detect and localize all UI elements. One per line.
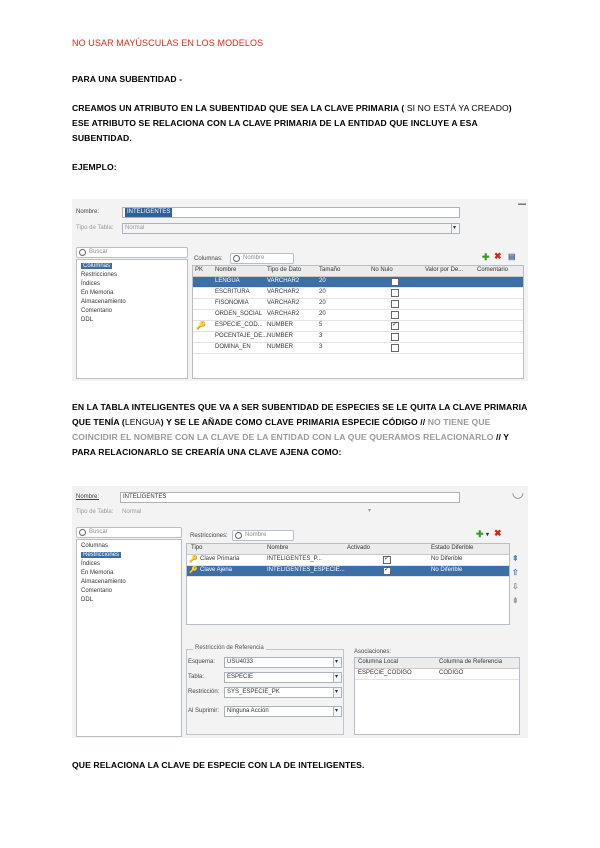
tree-item-ddl[interactable]: DDL [81, 597, 94, 603]
restriction-name: INTELIGENTES_P... [267, 556, 322, 562]
tree-search-input[interactable] [76, 247, 188, 258]
paragraph-primary-key-note: SI NO ESTÁ YA CREADO [406, 103, 509, 113]
notnull-checkbox[interactable] [391, 278, 399, 286]
primary-key-icon: 🔑 [196, 321, 206, 330]
table-type-value: Normal [125, 225, 145, 231]
column-size: 3 [319, 344, 323, 350]
tree-item-comment[interactable]: Comentario [81, 588, 113, 594]
col-header-enabled: Activado [347, 545, 371, 551]
paragraph-subentity-e: // Y PARA RELACIONARLO SE CREARÍA UNA CLAVE AJENA COMO: [72, 432, 509, 457]
on-delete-label: Al Suprimir: [188, 708, 220, 714]
collapse-icon[interactable]: ◡ [511, 486, 524, 500]
restrictions-grid-header [187, 544, 509, 555]
table-type-select[interactable] [122, 223, 460, 234]
name-label: Nombre: [76, 494, 100, 500]
add-column-icon[interactable]: ✚ [482, 252, 490, 262]
constraint-label: Restricción: [188, 689, 220, 695]
col-header-reference: Columna de Referencia [439, 659, 503, 665]
table-editor-columns-screenshot [72, 199, 528, 381]
col-header-pk: PK [195, 267, 204, 273]
column-name: FISONOMIA [215, 300, 249, 306]
table-row[interactable] [187, 566, 509, 577]
notnull-checkbox[interactable] [391, 344, 399, 352]
columns-label: Columnas: [194, 256, 223, 262]
table-label: Tabla: [188, 674, 205, 680]
col-header-name: Nombre [267, 545, 289, 551]
chevron-down-icon [333, 688, 341, 697]
notnull-checkbox[interactable] [391, 289, 399, 297]
column-type: NUMBER [267, 344, 294, 350]
tree-item-comment[interactable]: Comentario [81, 308, 113, 314]
tree-item-indexes[interactable]: Índices [81, 561, 101, 567]
columns-search-input[interactable] [230, 253, 294, 264]
associations-grid-header [355, 658, 519, 669]
chevron-down-icon [333, 707, 341, 716]
name-field[interactable] [120, 492, 460, 503]
schema-label: Esquema: [188, 659, 216, 665]
table-value: ESPECIE [227, 674, 254, 680]
table-row[interactable] [193, 299, 523, 310]
paragraph-subentity-a: EN LA TABLA INTELIGENTES QUE VA A SER SUBENTIDAD DE ESPECIES SE LE QUITA LA CLAVE PRIMARIA QUE TENÍA ( [72, 402, 528, 427]
move-bottom-icon[interactable]: ⇟ [512, 596, 519, 605]
table-row[interactable] [193, 343, 523, 354]
col-header-name: Nombre [215, 267, 237, 273]
warning-heading: NO USAR MAYÚSCULAS EN LOS MODELOS [72, 38, 264, 48]
schema-value: USU4033 [227, 659, 254, 665]
column-size: 20 [319, 278, 326, 284]
associations-grid [354, 657, 520, 735]
tree-item-indexes[interactable]: Índices [81, 281, 101, 287]
table-type-label: Tipo de Tabla: [76, 225, 114, 231]
search-icon [235, 532, 242, 539]
tree-item-ddl[interactable]: DDL [81, 317, 94, 323]
column-name: ORDEN_SOCIAL [215, 311, 263, 317]
name-value: INTELIGENTES [127, 209, 171, 215]
columns-grid [192, 265, 524, 379]
notnull-checkbox[interactable] [391, 333, 399, 341]
restrictions-search-input[interactable] [232, 530, 294, 541]
col-header-notnull: No Nulo [371, 267, 393, 273]
columns-search-placeholder: Nombre [243, 255, 265, 261]
navigation-tree [76, 539, 182, 737]
navigation-tree [76, 259, 188, 379]
column-size: 5 [319, 322, 323, 328]
example-label: EJEMPLO: [72, 162, 117, 172]
table-row[interactable] [193, 332, 523, 343]
add-restriction-icon[interactable]: ✚ [476, 529, 484, 539]
paragraph-subentity [72, 400, 528, 460]
name-value: INTELIGENTES [123, 494, 167, 500]
enabled-checkbox[interactable] [383, 556, 391, 564]
tree-item-restrictions[interactable]: Restricciones [81, 272, 118, 278]
primary-key-icon: 🔑 [189, 556, 198, 563]
restriction-type: Clave Primaria [200, 556, 240, 562]
move-up-icon[interactable]: ⇧ [512, 568, 519, 577]
table-row[interactable] [187, 555, 509, 566]
search-icon [233, 255, 240, 262]
paragraph-primary-key-c: ) ESE ATRIBUTO SE RELACIONA CON LA CLAVE PRIMARIA DE LA ENTIDAD QUE INCLUYE A ESA SUBENTIDAD. [72, 103, 512, 143]
col-header-type: Tipo [191, 545, 203, 551]
tree-item-columns[interactable]: Columnas [83, 263, 111, 269]
restriction-type: Clave Ajena [200, 567, 233, 573]
col-header-type: Tipo de Dato [267, 267, 302, 273]
col-header-size: Tamaño [319, 267, 341, 273]
search-icon [79, 529, 86, 536]
table-type-chevron-icon[interactable]: ▾ [368, 508, 372, 514]
column-name: POCENTAJE_DE... [215, 333, 268, 339]
col-header-comment: Comentario [477, 267, 509, 273]
column-name: ESCRITURA [215, 289, 250, 295]
column-name: ESPECIE_COD... [215, 322, 263, 328]
table-row[interactable] [193, 310, 523, 321]
delete-column-icon[interactable]: ✖ [494, 251, 502, 261]
tree-item-in-memory[interactable]: En Memoria [81, 570, 114, 576]
foreign-key-icon: 🔑 [189, 567, 198, 574]
tree-item-columns[interactable]: Columnas [81, 543, 109, 549]
delete-restriction-icon[interactable]: ✖ [494, 528, 502, 538]
move-top-icon[interactable]: ⇞ [512, 554, 519, 563]
tree-search-placeholder: Buscar [89, 249, 108, 255]
column-type: VARCHAR2 [267, 311, 300, 317]
chevron-down-icon [333, 658, 341, 667]
schema-select[interactable] [224, 657, 342, 668]
restriction-deferrable: No Diferible [431, 567, 463, 573]
table-row[interactable] [193, 288, 523, 299]
restrictions-label: Restricciones: [190, 533, 228, 539]
tree-item-in-memory[interactable]: En Memoria [81, 290, 114, 296]
collapse-icon[interactable]: ▔ [518, 205, 526, 216]
columns-grid-header [193, 266, 523, 277]
restrictions-grid [186, 543, 510, 625]
enabled-checkbox[interactable] [383, 567, 391, 575]
chevron-down-icon [333, 673, 341, 682]
association-local-column: ESPECIE_CODIGO [358, 670, 412, 676]
paragraph-subentity-note: NO TIENE QUE COINCIDIR EL NOMBRE CON LA CLAVE DE LA ENTIDAD CON LA QUE QUERAMOS RELACIONARLO [72, 417, 494, 442]
table-row[interactable] [193, 277, 523, 288]
tree-search-input[interactable] [76, 527, 182, 538]
paragraph-subentity-lengua: LENGUA [124, 417, 161, 427]
move-down-icon[interactable]: ⇩ [512, 582, 519, 591]
column-type: NUMBER [267, 322, 294, 328]
tree-item-storage[interactable]: Almacenamiento [81, 299, 126, 305]
table-type-label: Tipo de Tabla: [76, 509, 114, 515]
restriction-deferrable: No Diferible [431, 556, 463, 562]
conclusion-text: QUE RELACIONA LA CLAVE DE ESPECIE CON LA DE INTELIGENTES. [72, 760, 365, 770]
tree-item-storage[interactable]: Almacenamiento [81, 579, 126, 585]
col-header-deferrable: Estado Diferible [431, 545, 474, 551]
restrictions-search-placeholder: Nombre [245, 532, 267, 538]
on-delete-value: Ninguna Acción [227, 708, 269, 714]
column-type: VARCHAR2 [267, 278, 300, 284]
col-header-local: Columna Local [358, 659, 399, 665]
constraint-select[interactable] [224, 687, 342, 698]
tree-search-placeholder: Buscar [89, 529, 108, 535]
column-type: NUMBER [267, 333, 294, 339]
paragraph-primary-key [72, 101, 528, 146]
paragraph-primary-key-a: CREAMOS UN ATRIBUTO EN LA SUBENTIDAD QUE SEA LA CLAVE PRIMARIA ( [72, 103, 407, 113]
table-select[interactable] [224, 672, 342, 683]
column-size: 20 [319, 300, 326, 306]
add-dropdown-icon[interactable]: ▾ [486, 532, 490, 538]
constraint-value: SYS_ESPECIE_PK [227, 689, 280, 695]
reference-restriction-title: Restricción de Referencia [195, 645, 264, 651]
name-field[interactable] [122, 207, 460, 218]
notnull-checkbox[interactable] [391, 300, 399, 308]
table-row[interactable] [355, 669, 519, 680]
column-name: LENGUA [215, 278, 240, 284]
column-size: 20 [319, 289, 326, 295]
table-type-value: Normal [122, 509, 142, 515]
column-type: VARCHAR2 [267, 289, 300, 295]
notnull-checkbox[interactable] [391, 311, 399, 319]
on-delete-select[interactable] [224, 706, 342, 717]
column-size: 20 [319, 311, 326, 317]
association-reference-column: CODIGO [439, 670, 464, 676]
subentity-heading: PARA UNA SUBENTIDAD - [72, 74, 183, 84]
column-name: DOMINA_EN [215, 344, 251, 350]
name-label: Nombre: [76, 209, 100, 215]
column-type: VARCHAR2 [267, 300, 300, 306]
paragraph-subentity-c: ) Y SE LE AÑADE COMO CLAVE PRIMARIA ESPECIE CÓDIGO // [160, 417, 428, 427]
tree-item-restrictions[interactable]: Restricciones [83, 552, 120, 558]
chevron-down-icon [451, 224, 459, 233]
restriction-name: INTELIGENTES_ESPECIE... [267, 567, 345, 573]
table-editor-restrictions-screenshot [72, 486, 528, 738]
search-icon [79, 249, 86, 256]
col-header-default: Valor por De... [425, 267, 464, 273]
properties-icon[interactable]: ▤ [508, 252, 516, 261]
associations-label: Asociaciones: [354, 649, 392, 655]
column-size: 3 [319, 333, 323, 339]
table-row[interactable] [193, 321, 523, 332]
notnull-checkbox[interactable] [391, 322, 399, 330]
